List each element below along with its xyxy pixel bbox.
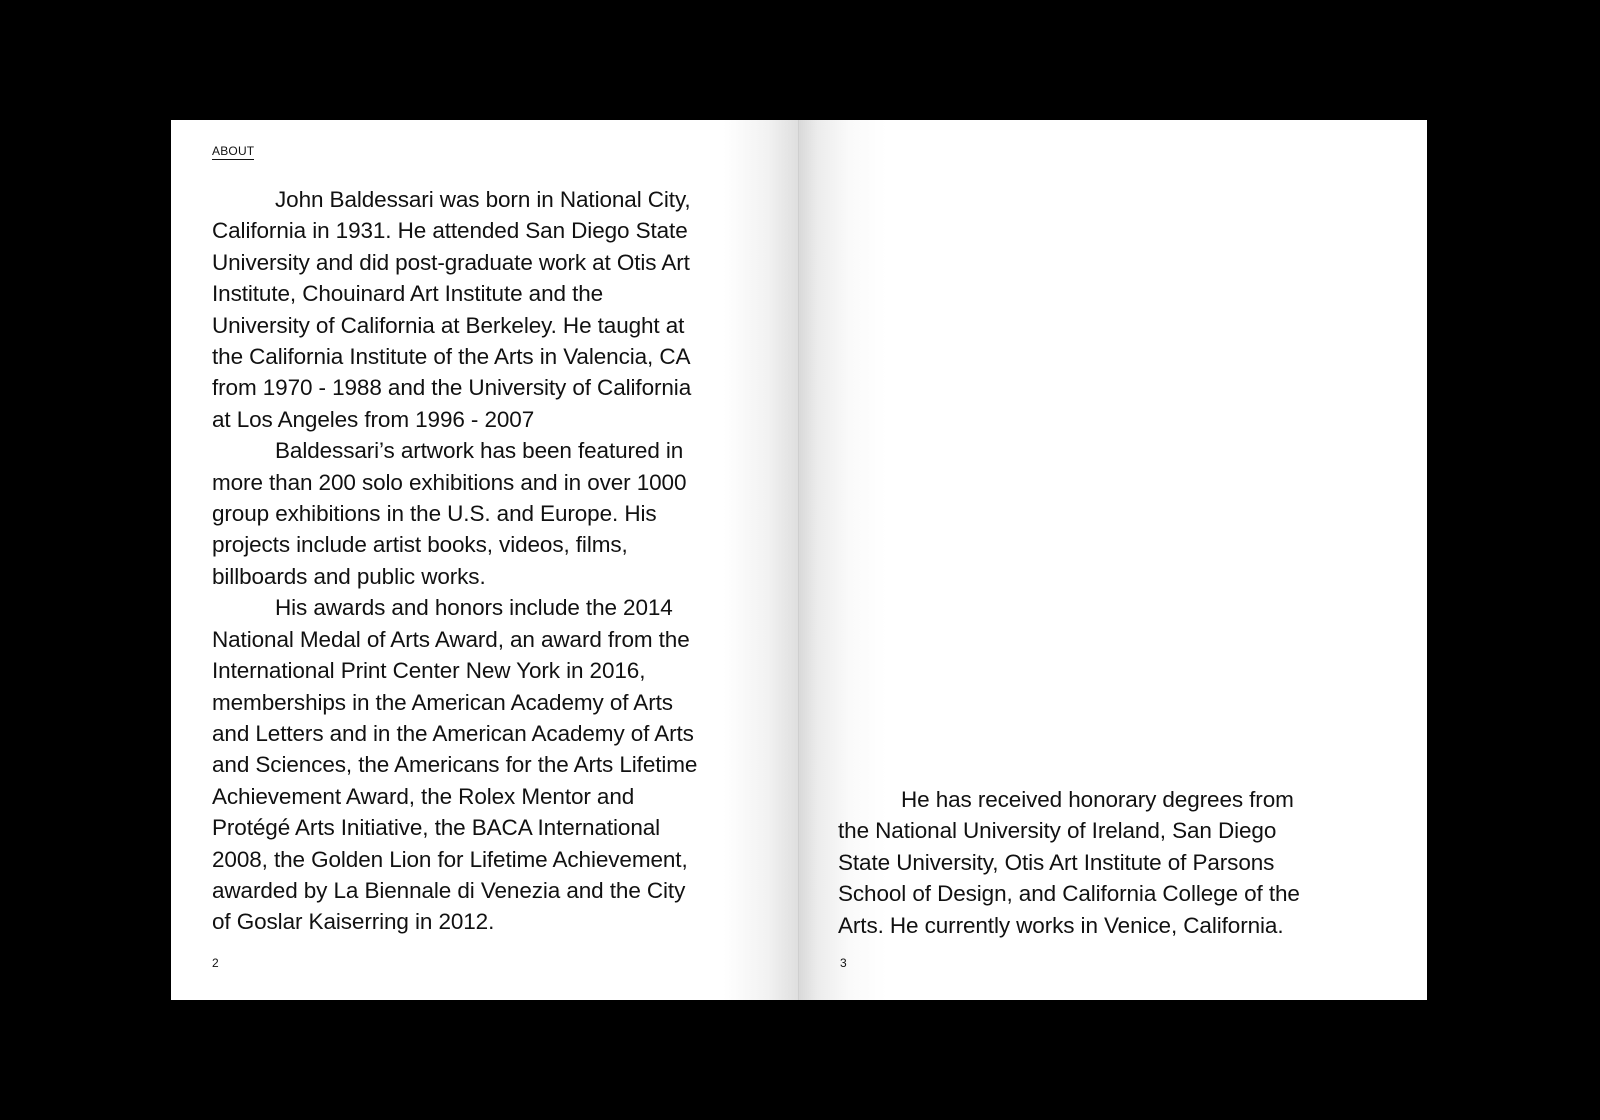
section-label: ABOUT — [212, 144, 255, 158]
paragraph-exhibitions: Baldessari’s artwork has been featured in more than 200 solo exhibitions and in over 1000 group exhibitions in the U.S. and Europe. His projects include artist books, videos, films, billboards and public works. — [212, 438, 687, 589]
paragraph-awards: His awards and honors include the 2014 National Medal of Arts Award, an award from the International Print Center New York in 2016, memberships in the American Academy of Arts and Letters and in the American Academy of Arts and Sciences, the Americans for the Arts Lifetime Achievement Award, the Rolex Mentor and Protégé Arts Initiative, the BACA International 2008, the Golden Lion for Lifetime Achievement, awarded by La Biennale di Venezia and the City of Goslar Kaiserring in 2012. — [212, 595, 698, 935]
paragraph-honorary-degrees: He has received honorary degrees from the National University of Ireland, San Diego State University, Otis Art Institute of Parsons School of Design, and California College of the Arts. He currently works in Venice, California. — [838, 787, 1300, 938]
left-body-text — [212, 184, 704, 938]
right-body-text — [838, 784, 1318, 941]
book-spread — [171, 120, 1427, 1000]
paragraph-biography: John Baldessari was born in National City, California in 1931. He attended San Diego State University and did post-graduate work at Otis Art Institute, Chouinard Art Institute and the University of California at Berkeley. He taught at the California Institute of the Arts in Valencia, CA from 1970 - 1988 and the University of California at Los Angeles from 1996 - 2007 — [212, 187, 692, 432]
page-number-left: 2 — [212, 956, 219, 970]
left-page — [171, 120, 799, 1000]
page-number-right: 3 — [840, 956, 847, 970]
right-page — [799, 120, 1427, 1000]
